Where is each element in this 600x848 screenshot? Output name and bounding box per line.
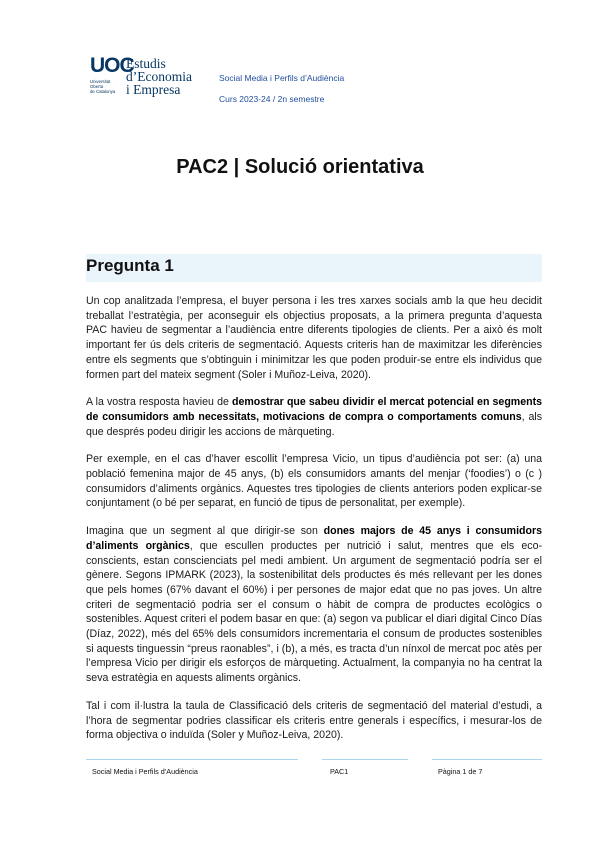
paragraph-text: Per exemple, en el cas d’haver escollit l’empresa Vicio, un tipus d’audiència pot ser: (a) una població femenina major de 45 anys, (b) els consumidors amants del menjar (‘foodies’) o (c ) consumidors d’aliments orgànics. Aquestes tres tipologies de clients anteriors poden explicar-se conjuntament (o bé per separat, en funció de tipus de personalitat, per exemple). (86, 453, 542, 510)
header-info (219, 73, 344, 115)
header-term: Curs 2023-24 / 2n semestre (219, 94, 325, 104)
emphasis-text: dones majors de 45 anys i consumidors d’aliments orgànics (86, 525, 542, 552)
body-paragraph (86, 699, 542, 743)
footer-rule-left (86, 759, 298, 760)
paragraph-text: Un cop analitzada l’empresa, el buyer persona i les tres xarxes socials amb la que heu decidit treballat l’estratègia, per aconseguir els objectius proposats, a la primera pregunta d’aquesta PAC havieu de segmentar a l’audiència entre diferents tipologies de clients. Per a això és molt important fer ús dels criteris de segmentació. Aquests criteris han de maximitzar les diferències entre els segments que s’obtinguin i minimitzar les que poden produir-se entre els individus que formen part del mateix segment (Soler i Muñoz-Leiva, 2020). (86, 295, 542, 381)
footer-rule-middle (322, 759, 408, 760)
logo-school-line: i Empresa (126, 82, 181, 97)
logo-university-line: de Catalunya (90, 89, 116, 95)
footer-page-number: Pàgina 1 de 7 (438, 767, 483, 776)
paragraph-text: A la vostra resposta havieu de (86, 396, 232, 409)
section-heading: Pregunta 1 (86, 256, 174, 275)
body-paragraph (86, 294, 542, 382)
paragraph-text: Imagina que un segment al que dirigir-se son (86, 525, 324, 538)
logo-school-line: Estudis (126, 56, 166, 71)
emphasis-text: demostrar que sabeu dividir el mercat potencial en segments de consumidors amb necessitats, motivacions de compra o comportaments comuns (86, 396, 542, 423)
logo-school-name (126, 57, 192, 96)
logo-university-name (90, 79, 124, 95)
header-course: Social Media i Perfils d’Audiència (219, 73, 345, 83)
paragraph-text: Tal i com il·lustra la taula de Classificació dels criteris de segmentació del material d’estudi, a l’hora de segmentar podries classificar els criteris entre generals i específics, i mesurar-los de forma objectiva o induïda (Soler y Muñoz-Leiva, 2020). (86, 699, 542, 742)
logo-university-line: Oberta (90, 84, 104, 90)
logo-school-line: d’Economia (126, 69, 192, 84)
logo-university-line: Universitat (90, 79, 111, 84)
paragraph-text: , que escullen productes per nutrició i salut, mentres que els eco-conscients, estan conscienciats pel medi ambient. Un argument de segmentació podría ser el gènere. Segons IPMARK (2023), la sostenibilitat dels productes és més rellevant per les dones que pels homes (67% davant el 60%) i per persones de major edat que no pas joves. Un altre criteri de segmentació podria ser el consum o hàbit de compra de productes ecològics o sostenibles. Aquest criteri el podem basar en que: (a) segon va publicar el diari digital Cinco Días (Díaz, 2022), més del 65% dels consumidors incrementaria el consum de productes sostenibles si aquests tinguessin “preus raonables”, i (b), a més, es tracta d’un nínxol de mercat poc atès per l’empresa Vicio per dirigir els esforços de màrqueting. Actualment, la companyia no ha centrat la seva estratègia en aquests aliments orgànics. (86, 539, 542, 685)
body-paragraph (86, 524, 542, 686)
uoc-logo (90, 55, 208, 105)
footer-rule-right (432, 759, 542, 760)
footer-course: Social Media i Perfils d’Audiència (92, 767, 198, 776)
logo-mark: UOC (90, 54, 134, 77)
body-paragraph (86, 452, 542, 511)
document-title: PAC2 | Solució orientativa (176, 156, 424, 178)
paragraph-text: , als que després podeu dirigir les accions de màrqueting. (86, 410, 542, 438)
footer-code: PAC1 (330, 767, 349, 776)
body-text (86, 294, 542, 756)
body-paragraph (86, 395, 542, 439)
